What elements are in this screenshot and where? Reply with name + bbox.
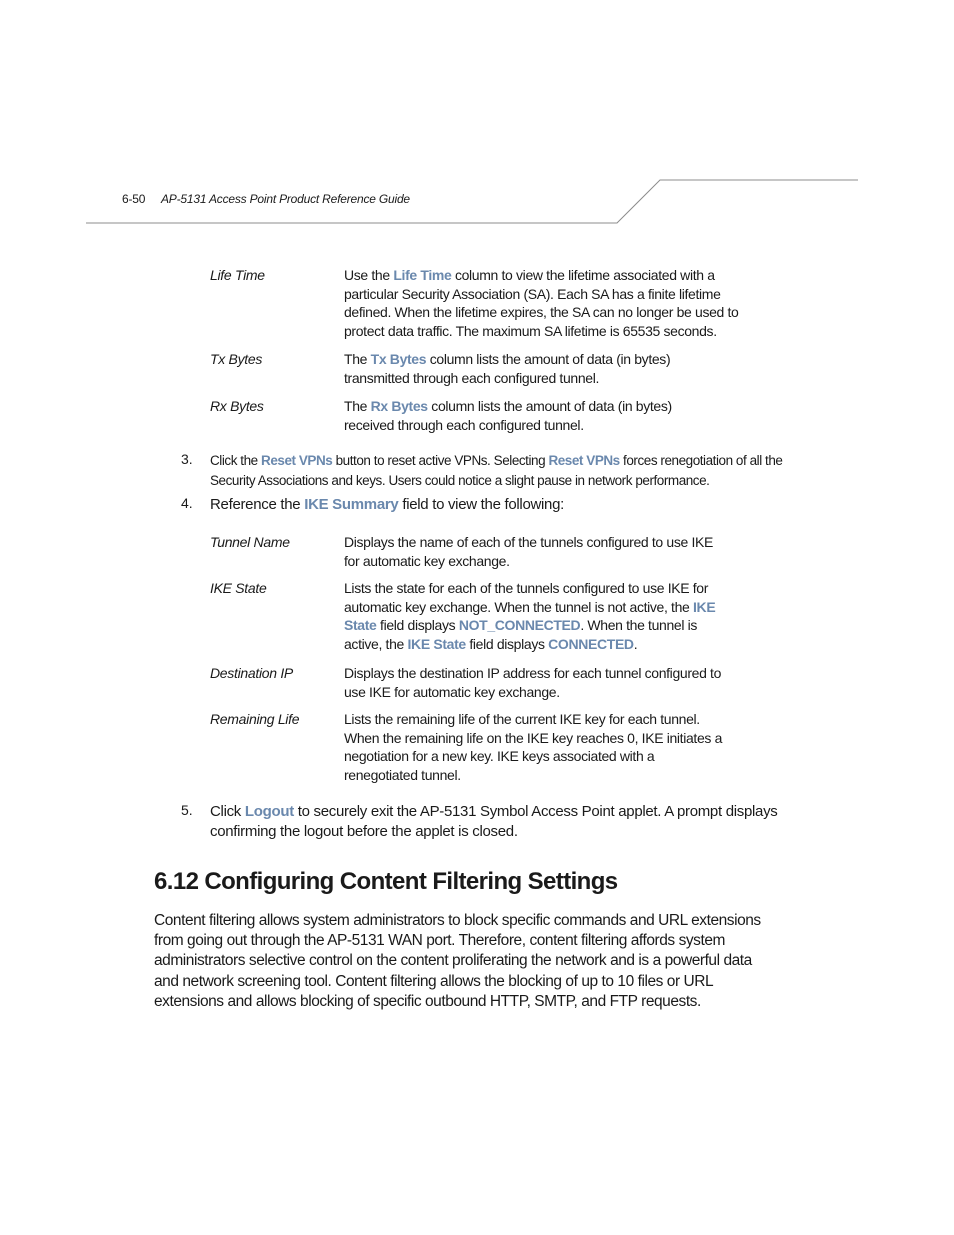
step-5-number: 5. (181, 802, 193, 818)
text-run: field to view the following: (398, 496, 565, 513)
text-run: Lists the remaining life of the current IKE key for each tunnel. When the remaining life on the IKE key reaches 0, IKE initiates a negotiation for a new key. IKE keys associated with a renegotiated tunnel. (344, 711, 723, 783)
ui-keyword: Reset VPNs (548, 453, 620, 468)
text-run: Displays the destination IP address for each tunnel configured to use IKE for automatic key exchange. (344, 665, 722, 700)
term-life-time: Life Time (210, 267, 265, 283)
desc-rx-bytes (344, 397, 724, 434)
text-run: column lists the amount of data (in bytes) transmitted through each configured tunnel. (344, 351, 671, 386)
term-tx-bytes: Tx Bytes (210, 351, 263, 367)
text-run: field displays (465, 635, 549, 652)
step-5-text (210, 802, 780, 842)
ui-keyword: Logout (244, 803, 294, 820)
ui-keyword: IKE Summary (304, 496, 399, 513)
step-3-number: 3. (181, 451, 193, 467)
desc-life-time (344, 266, 744, 340)
step-3-text (210, 451, 785, 491)
ui-keyword: IKE State (344, 598, 716, 634)
desc-remaining-life (344, 710, 729, 784)
text-run: forces renegotiation of all the Security Associations and keys. Users could notice a slight pause in network performance. (210, 453, 783, 488)
step-4-number: 4. (181, 495, 193, 511)
step-4-text (210, 495, 790, 515)
term-tunnel-name: Tunnel Name (210, 534, 290, 550)
ui-keyword: NOT_CONNECTED (458, 617, 581, 634)
section-body: Content filtering allows system administrators to block specific commands and URL extensions from going out through the AP-5131 WAN port. Therefore, content filtering affords system administrators selective control on the content proliferating the network and is a powerful data and network screening tool. Content filtering allows the blocking of up to 10 files or URL extensions and allows blocking of specific outbound HTTP, SMTP, and FTP requests. (154, 912, 761, 1010)
text-run: button to reset active VPNs. Selecting (332, 453, 549, 468)
term-rx-bytes: Rx Bytes (210, 398, 264, 414)
section-heading: 6.12 Configuring Content Filtering Settings (154, 868, 618, 895)
guide-title: AP-5131 Access Point Product Reference Guide (161, 192, 410, 206)
text-run: to securely exit the AP-5131 Symbol Access Point applet. A prompt displays confirming the logout before the applet is closed. (210, 803, 778, 840)
ui-keyword: Tx Bytes (370, 351, 427, 367)
ui-keyword: IKE State (407, 635, 466, 652)
text-run: column to view the lifetime associated with a particular Security Association (SA). Each SA has a finite lifetime defined. When the lifetime expires, the SA can no longer be used to protect data traffic. The maximum SA lifetime is 65535 seconds. (344, 267, 739, 339)
desc-destination-ip (344, 664, 729, 701)
text-run: field displays (376, 617, 459, 634)
text-run: The (344, 398, 371, 414)
text-run: Click the (210, 453, 262, 468)
page-number: 6-50 (122, 192, 146, 206)
ui-keyword: Reset VPNs (261, 453, 333, 468)
desc-tx-bytes (344, 350, 674, 387)
text-run: Lists the state for each of the tunnels configured to use IKE for automatic key exchange. When the tunnel is not active, the (344, 580, 709, 615)
text-run: . When the tunnel is active, the (344, 617, 698, 652)
term-remaining-life: Remaining Life (210, 711, 300, 727)
text-run: Use the (344, 267, 394, 283)
desc-ike-state (344, 579, 719, 653)
ui-keyword: Rx Bytes (370, 398, 428, 414)
text-run: Reference the (210, 496, 305, 513)
term-destination-ip: Destination IP (210, 665, 293, 681)
desc-tunnel-name (344, 533, 729, 570)
text-run: . (633, 635, 638, 652)
text-run: Click (210, 803, 245, 820)
ui-keyword: CONNECTED (548, 635, 634, 652)
text-run: Displays the name of each of the tunnels configured to use IKE for automatic key exchange. (344, 534, 713, 569)
text-run: column lists the amount of data (in bytes) received through each configured tunnel. (344, 398, 672, 433)
term-ike-state: IKE State (210, 580, 267, 596)
text-run: The (344, 351, 371, 367)
ui-keyword: Life Time (393, 267, 452, 283)
